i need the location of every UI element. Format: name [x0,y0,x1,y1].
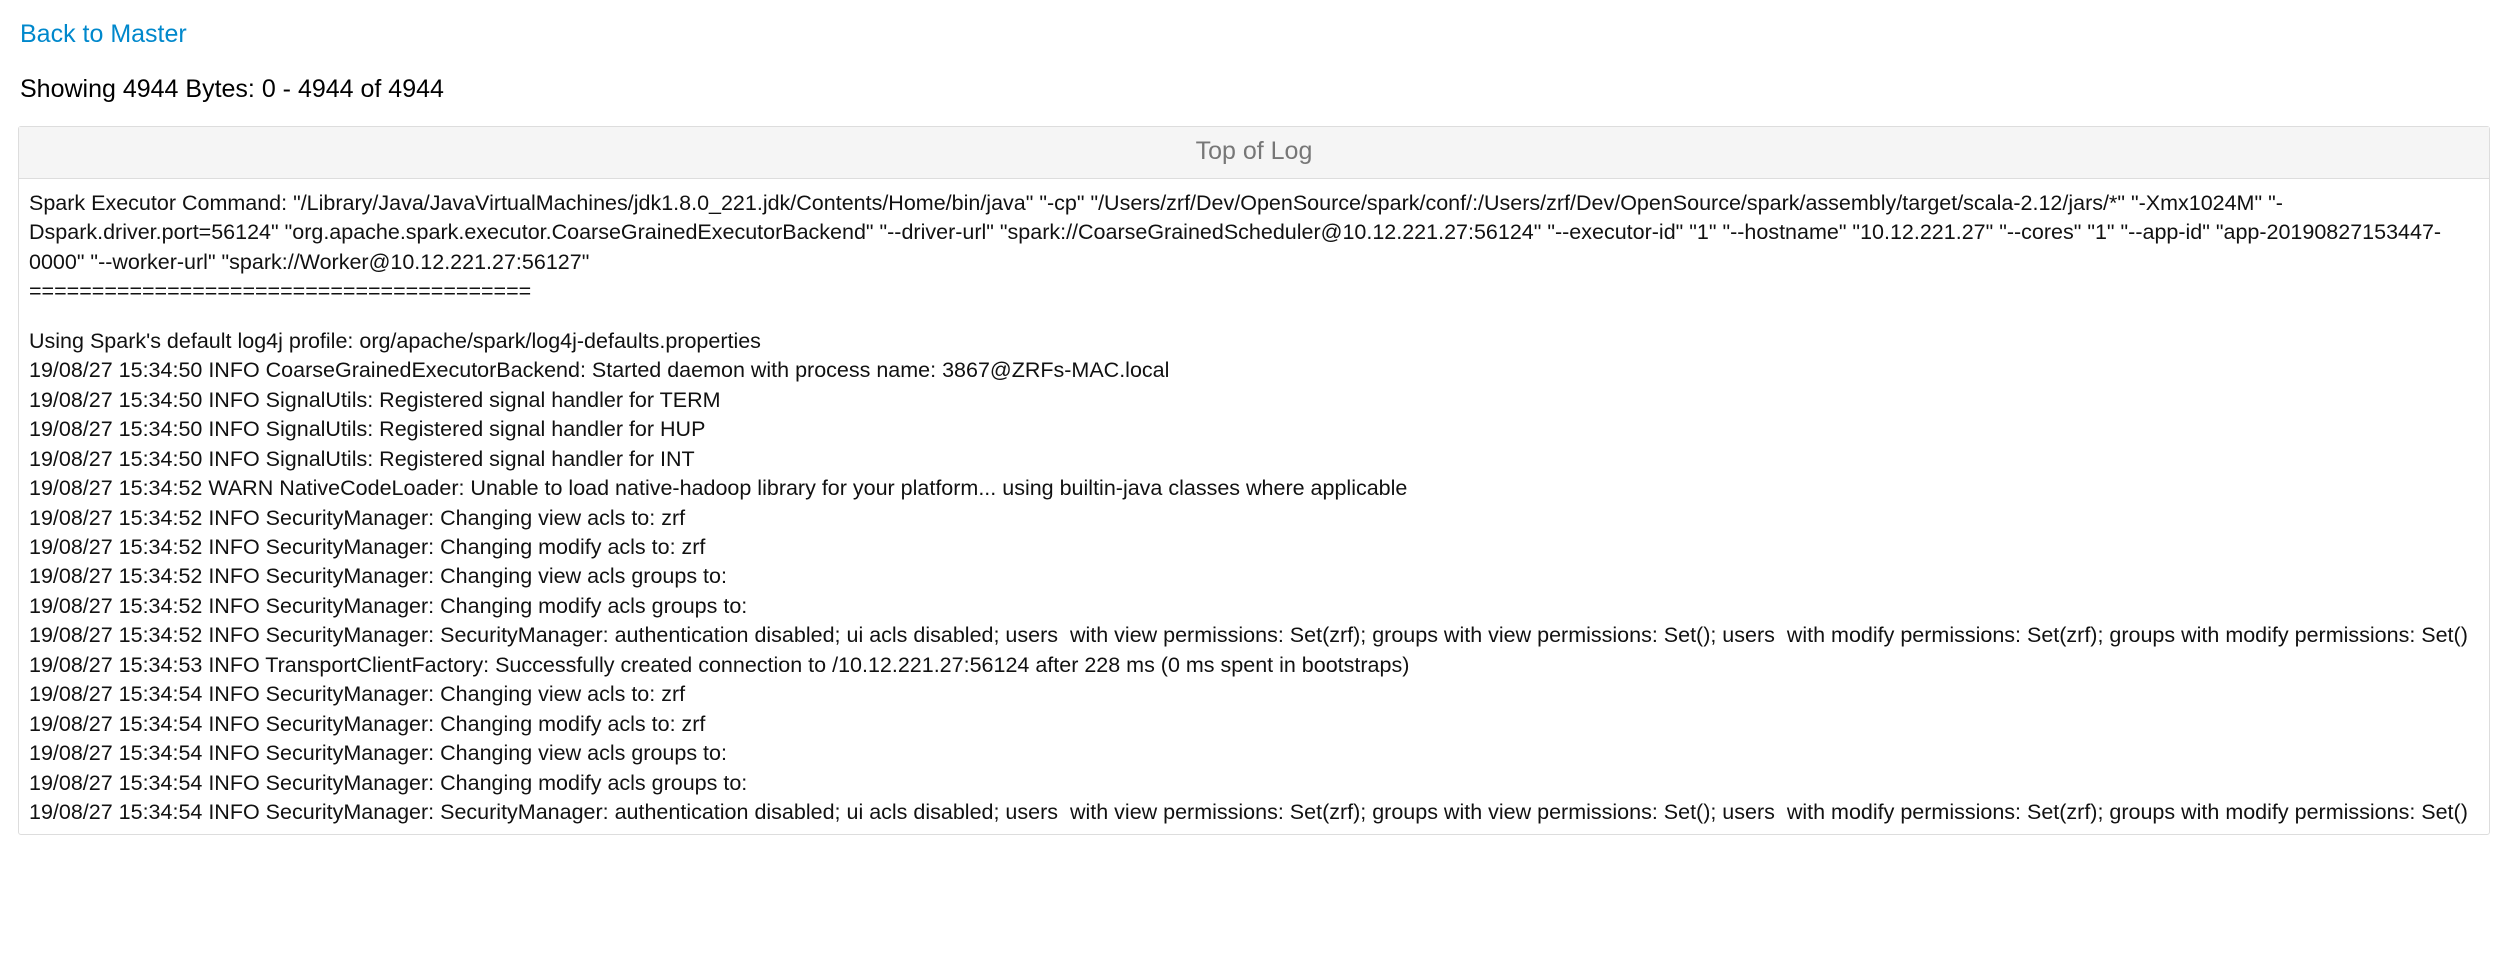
log-line: 19/08/27 15:34:54 INFO SecurityManager: Changing modify acls to: zrf [29,711,706,736]
log-line: 19/08/27 15:34:50 INFO SignalUtils: Registered signal handler for HUP [29,417,706,442]
log-line: Using Spark's default log4j profile: org/apache/spark/log4j-defaults.properties [29,328,761,353]
log-line: 19/08/27 15:34:52 INFO SecurityManager: Changing modify acls groups to: [29,593,748,618]
log-content [19,179,2489,834]
log-line: Spark Executor Command: "/Library/Java/JavaVirtualMachines/jdk1.8.0_221.jdk/Contents/Home/bin/java" "-cp" "/Users/zrf/Dev/OpenSource/spark/conf/:/Users/zrf/Dev/OpenSource/spark/assembly/target/scala-2.12/jars/*" "-Xmx1024M" "-Dspark.driver.port=56124" "org.apache.spark.executor.CoarseGrainedExecutorBackend" "--driver-url" "spark://CoarseGrainedScheduler@10.12.221.27:56124" "--executor-id" "1" "--hostname" "10.12.221.27" "--cores" "1" "--app-id" "app-20190827153447-0000" "--worker-url" "spark://Worker@10.12.221.27:56127" [29,191,2442,274]
log-panel [18,126,2490,835]
showing-bytes-status: Showing 4944 Bytes: 0 - 4944 of 4944 [20,75,444,103]
log-line: 19/08/27 15:34:50 INFO CoarseGrainedExecutorBackend: Started daemon with process name: 3867@ZRFs-MAC.local [29,358,1170,383]
log-line: 19/08/27 15:34:52 WARN NativeCodeLoader: Unable to load native-hadoop library for your platform... using builtin-java classes where applicable [29,476,1408,501]
log-line: 19/08/27 15:34:54 INFO SecurityManager: SecurityManager: authentication disabled; ui acls disabled; users with view permissions: Set(zrf); groups with view permissions: Set(); users with modify permissions: Set(zrf); groups with modify permissions: Set() [29,800,2468,825]
log-line: 19/08/27 15:34:54 INFO SecurityManager: Changing modify acls groups to: [29,770,748,795]
log-line: 19/08/27 15:34:54 INFO SecurityManager: Changing view acls to: zrf [29,682,686,707]
log-line: ======================================== [29,279,532,304]
log-line: 19/08/27 15:34:54 INFO SecurityManager: Changing view acls groups to: [29,741,727,766]
log-line: 19/08/27 15:34:50 INFO SignalUtils: Registered signal handler for TERM [29,387,721,412]
log-line: 19/08/27 15:34:52 INFO SecurityManager: Changing view acls groups to: [29,564,727,589]
log-line: 19/08/27 15:34:52 INFO SecurityManager: SecurityManager: authentication disabled; ui acls disabled; users with view permissions: Set(zrf); groups with view permissions: Set(); users with modify permissions: Set(zrf); groups with modify permissions: Set() [29,623,2468,648]
log-panel-header: Top of Log [19,127,2489,179]
log-line: 19/08/27 15:34:50 INFO SignalUtils: Registered signal handler for INT [29,446,695,471]
log-line [27,307,2481,327]
back-to-master-link[interactable]: Back to Master [20,20,187,48]
log-line: 19/08/27 15:34:53 INFO TransportClientFactory: Successfully created connection to /10.12.221.27:56124 after 228 ms (0 ms spent in bootstraps) [29,652,1410,677]
log-line: 19/08/27 15:34:52 INFO SecurityManager: Changing modify acls to: zrf [29,534,706,559]
log-line: 19/08/27 15:34:52 INFO SecurityManager: Changing view acls to: zrf [29,505,686,530]
